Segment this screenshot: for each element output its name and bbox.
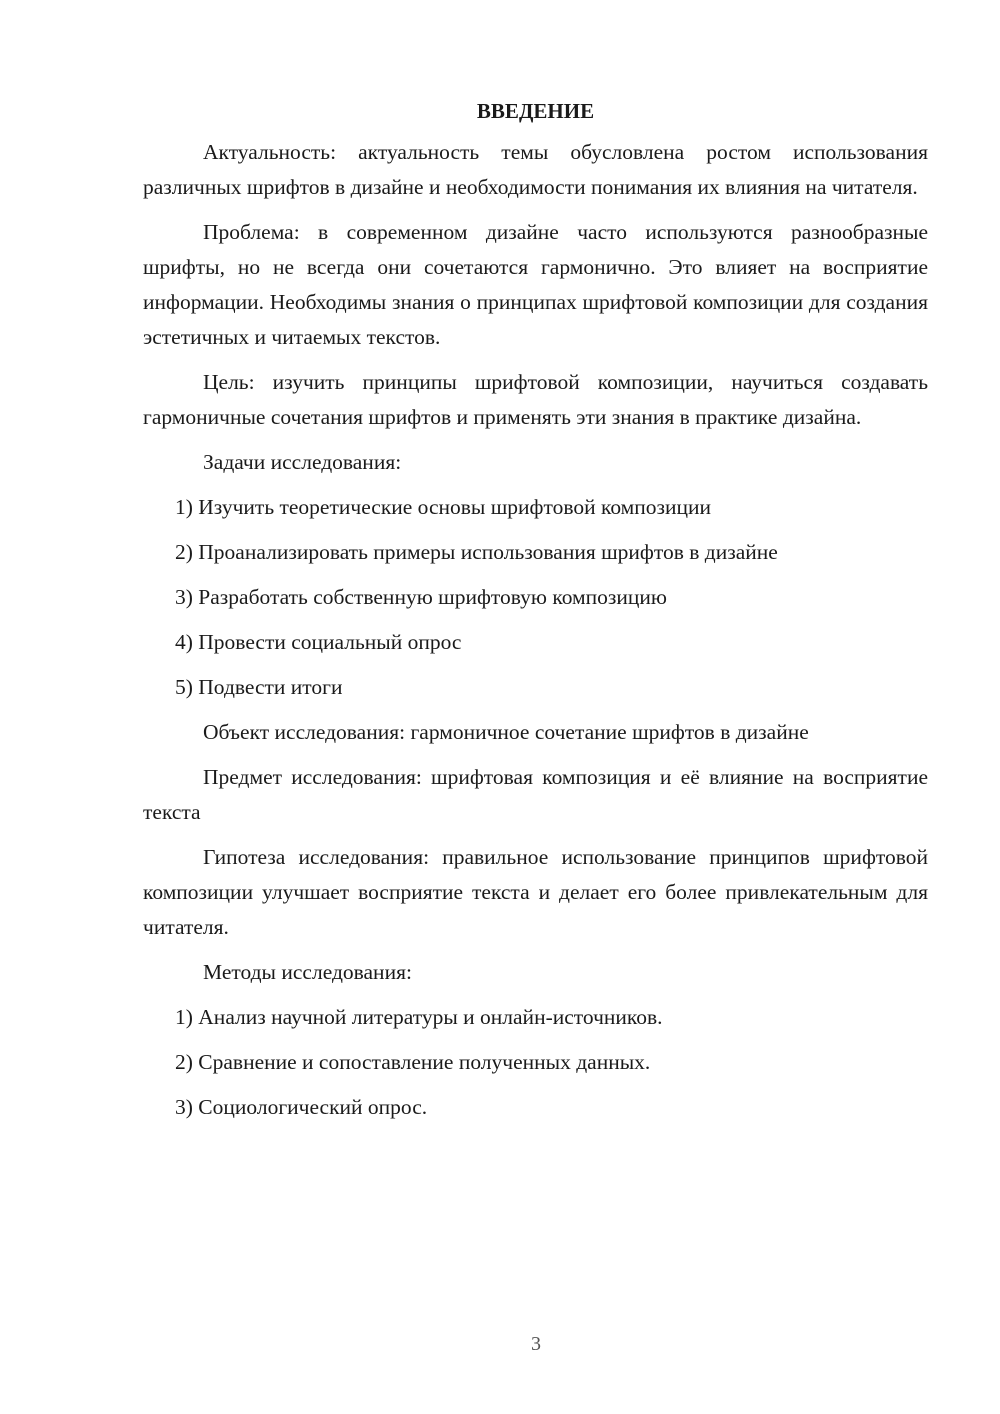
tasks-heading: Задачи исследования: <box>203 450 402 474</box>
method-item: 3) Социологический опрос. <box>175 1095 428 1119</box>
object-paragraph: Объект исследования: гармоничное сочетание шрифтов в дизайне <box>203 720 809 744</box>
method-item: 2) Сравнение и сопоставление полученных данных. <box>175 1050 651 1074</box>
subject-paragraph: Предмет исследования: шрифтовая композиция и её влияние на восприятие текста <box>143 765 928 824</box>
hypothesis-paragraph: Гипотеза исследования: правильное использование принципов шрифтовой композиции улучшает восприятие текста и делает его более привлекательным для читателя. <box>143 845 928 939</box>
task-item: 3) Разработать собственную шрифтовую композицию <box>175 585 667 609</box>
page-content <box>143 93 928 1135</box>
problem-paragraph: Проблема: в современном дизайне часто используются разнообразные шрифты, но не всегда они сочетаются гармонично. Это влияет на восприятие информации. Необходимы знания о принципах шрифтовой композиции для создания эстетичных и читаемых текстов. <box>143 220 928 349</box>
methods-heading: Методы исследования: <box>203 960 412 984</box>
task-item: 2) Проанализировать примеры использования шрифтов в дизайне <box>175 540 778 564</box>
page-number: 3 <box>531 1333 541 1355</box>
task-item: 1) Изучить теоретические основы шрифтовой композиции <box>175 495 712 519</box>
relevance-paragraph: Актуальность: актуальность темы обусловлена ростом использования различных шрифтов в дизайне и необходимости понимания их влияния на читателя. <box>143 140 928 199</box>
task-item: 4) Провести социальный опрос <box>175 630 462 654</box>
section-title: ВВЕДЕНИЕ <box>476 99 595 123</box>
method-item: 1) Анализ научной литературы и онлайн-источников. <box>175 1005 663 1029</box>
goal-paragraph: Цель: изучить принципы шрифтовой композиции, научиться создавать гармоничные сочетания шрифтов и применять эти знания в практике дизайна. <box>143 370 928 429</box>
task-item: 5) Подвести итоги <box>175 675 343 699</box>
